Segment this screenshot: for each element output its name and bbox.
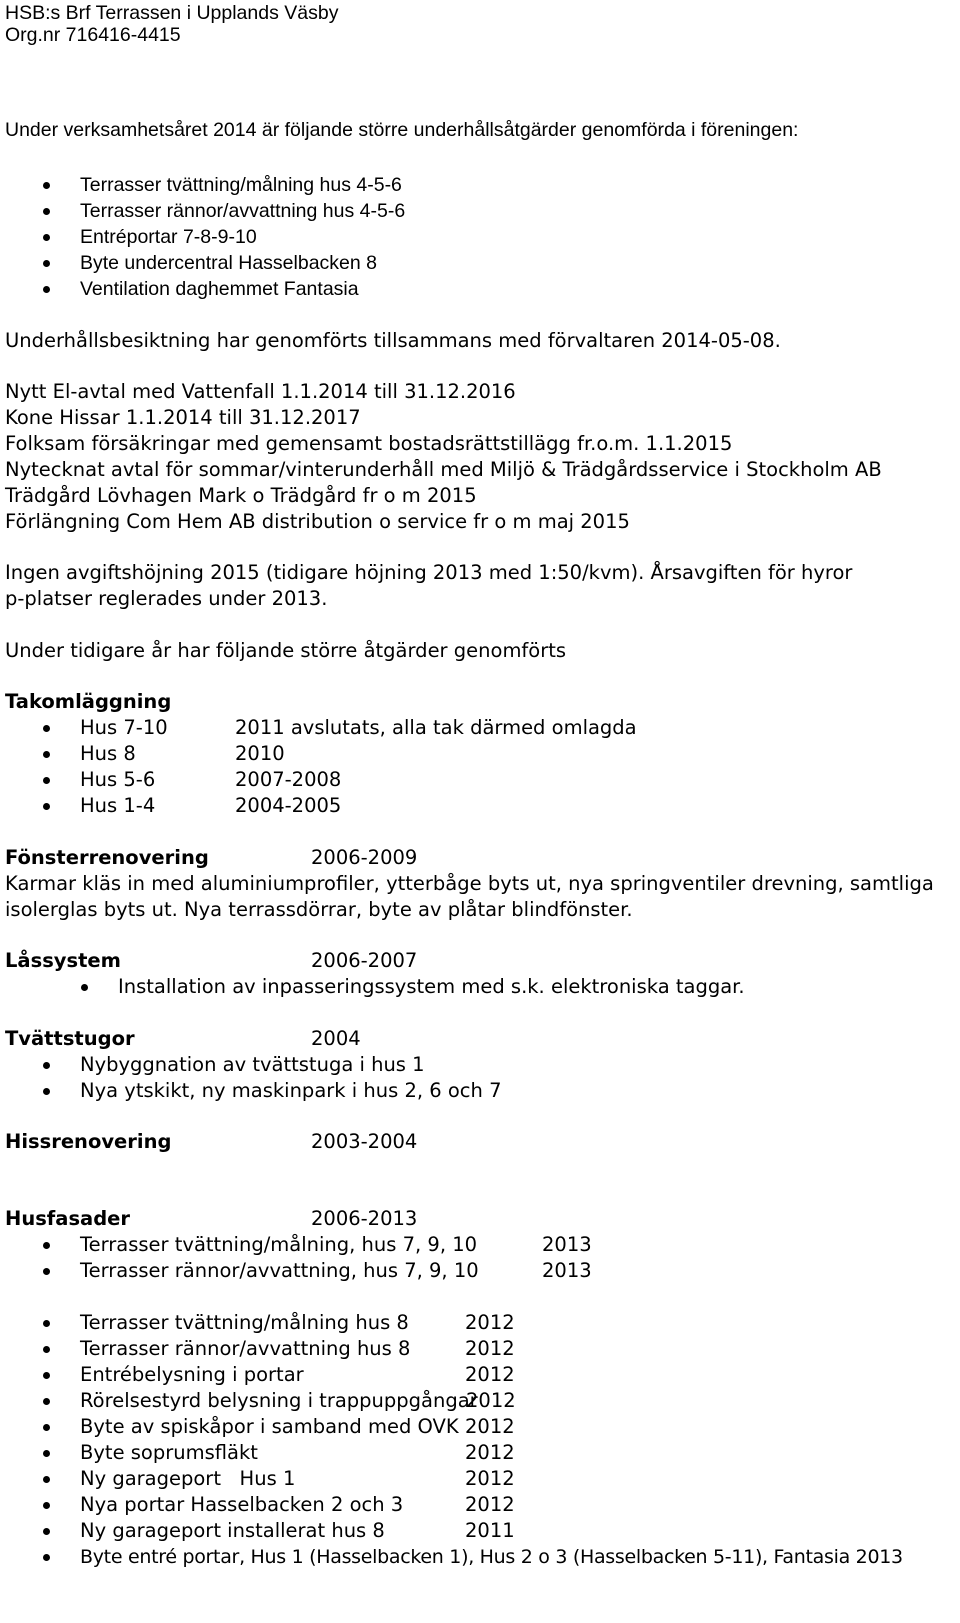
list-item: Ny garageport installerat hus 8 2011 [80,1518,385,1544]
section-windows [5,845,418,871]
list-item: Ny garageport Hus 1 2012 [80,1466,295,1492]
bullet-icon [43,1062,50,1069]
agreement-line: Folksam försäkringar med gemensamt bostadsrättstillägg fr.o.m. 1.1.2015 [5,432,733,455]
section-elevator [5,1129,418,1155]
bullet-icon [43,1502,50,1509]
section-locks [5,948,418,974]
bullet-icon [43,1346,50,1353]
list-item: Hus 8 2010 [80,741,136,767]
section-title-locks: Låssystem [5,949,121,972]
list-item: Byte av spiskåpor i samband med OVK 2012 [80,1414,459,1440]
list-item: Nya ytskikt, ny maskinpark i hus 2, 6 och 7 [80,1078,502,1104]
bullet-icon [43,1268,50,1275]
bullet-icon [43,1372,50,1379]
bullet-icon [43,1088,50,1095]
bullet-icon [43,234,50,241]
fee-text: p-platser reglerades under 2013. [5,587,328,610]
list-item: Byte undercentral Hasselbacken 8 [80,250,377,276]
list-item: Terrasser tvättning/målning hus 8 2012 [80,1310,409,1336]
agreement-line: Trädgård Lövhagen Mark o Trädgård fr o m 2015 [5,484,477,507]
section-years: 2006-2009 [311,846,418,869]
list-item: Installation av inpasseringssystem med s.k. elektroniska taggar. [118,974,745,1000]
list-item: Terrasser tvättning/målning, hus 7, 9, 10 2013 [80,1232,477,1258]
bullet-icon [43,260,50,267]
list-item: Hus 7-10 2011 avslutats, alla tak därmed omlagda [80,715,168,741]
list-item: Rörelsestyrd belysning i trappuppgångar 2012 [80,1388,478,1414]
bullet-icon [43,286,50,293]
list-item: Terrasser rännor/avvattning hus 8 2012 [80,1336,410,1362]
bullet-icon [43,803,50,810]
agreement-line: Nytecknat avtal för sommar/vinterunderhåll med Miljö & Trädgårdsservice i Stockholm AB [5,458,882,481]
section-title-facades: Husfasader [5,1207,131,1230]
bullet-icon [43,1476,50,1483]
section-title-roofing: Takomläggning [5,690,172,713]
fee-text: Ingen avgiftshöjning 2015 (tidigare höjning 2013 med 1:50/kvm). Årsavgiften för hyror [5,561,853,584]
section-laundry [5,1026,361,1052]
inspection-text: Underhållsbesiktning har genomförts tillsammans med förvaltaren 2014-05-08. [5,329,781,352]
bullet-icon [43,182,50,189]
windows-text: Karmar kläs in med aluminiumprofiler, ytterbåge byts ut, nya springventiler drevning, samtliga [5,872,934,895]
section-years: 2006-2013 [311,1207,418,1230]
bullet-icon [43,1450,50,1457]
list-item: Byte soprumsfläkt 2012 [80,1440,258,1466]
list-item: Hus 1-4 2004-2005 [80,793,155,819]
section-years: 2004 [311,1027,361,1050]
section-years: 2003-2004 [311,1130,418,1153]
bullet-icon [81,984,88,991]
bullet-icon [43,777,50,784]
bullet-icon [43,1320,50,1327]
windows-text: isolerglas byts ut. Nya terrassdörrar, byte av plåtar blindfönster. [5,898,633,921]
list-item: Terrasser rännor/avvattning hus 4-5-6 [80,198,405,224]
section-title-elevator: Hissrenovering [5,1130,172,1153]
bullet-icon [43,751,50,758]
org-number: Org.nr 716416-4415 [5,24,181,46]
bullet-icon [43,1424,50,1431]
bullet-icon [43,725,50,732]
earlier-intro: Under tidigare år har följande större åtgärder genomförts [5,639,567,662]
list-item: Nybyggnation av tvättstuga i hus 1 [80,1052,425,1078]
bullet-icon [43,1528,50,1535]
bullet-icon [43,208,50,215]
bullet-icon [43,1554,50,1561]
list-item: Hus 5-6 2007-2008 [80,767,155,793]
bullet-icon [43,1242,50,1249]
agreement-line: Kone Hissar 1.1.2014 till 31.12.2017 [5,406,361,429]
agreement-line: Nytt El-avtal med Vattenfall 1.1.2014 till 31.12.2016 [5,380,516,403]
list-item: Entrébelysning i portar 2012 [80,1362,304,1388]
list-item: Ventilation daghemmet Fantasia [80,276,359,302]
agreement-line: Förlängning Com Hem AB distribution o service fr o m maj 2015 [5,510,630,533]
list-item: Terrasser tvättning/målning hus 4-5-6 [80,172,402,198]
section-title-laundry: Tvättstugor [5,1027,135,1050]
list-item: Terrasser rännor/avvattning, hus 7, 9, 10 2013 [80,1258,479,1284]
list-item: Byte entré portar, Hus 1 (Hasselbacken 1), Hus 2 o 3 (Hasselbacken 5-11), Fantasia 2013 [80,1544,903,1570]
bullet-icon [43,1398,50,1405]
list-item: Entréportar 7-8-9-10 [80,224,257,250]
list-item: Nya portar Hasselbacken 2 och 3 2012 [80,1492,403,1518]
org-name: HSB:s Brf Terrassen i Upplands Väsby [5,2,339,24]
section-years: 2006-2007 [311,949,418,972]
section-title-windows: Fönsterrenovering [5,846,209,869]
section-facades [5,1206,418,1232]
intro-text: Under verksamhetsåret 2014 är följande större underhållsåtgärder genomförda i föreningen: [5,119,799,141]
